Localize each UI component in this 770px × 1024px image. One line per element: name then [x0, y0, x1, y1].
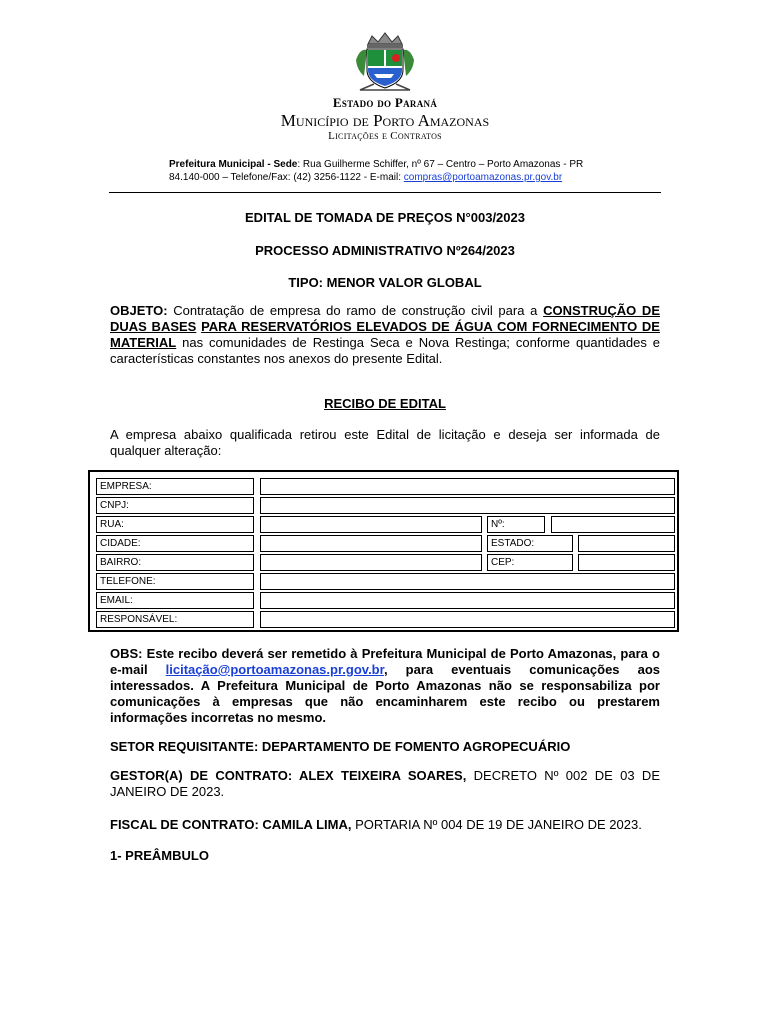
email-input[interactable] [260, 592, 675, 609]
address-line-1-text: : Rua Guilherme Schiffer, nº 67 – Centro – Porto Amazonas - PR [297, 159, 584, 170]
header-divider [109, 192, 661, 193]
preambulo-heading: 1- PREÂMBULO [110, 848, 209, 863]
cnpj-label: CNPJ: [96, 497, 254, 514]
obs-paragraph [110, 646, 660, 726]
rua-label: RUA: [96, 516, 254, 533]
objeto-paragraph [110, 303, 660, 367]
email-label: EMAIL: [96, 592, 254, 609]
gestor-text: DECRETO Nº 002 DE 03 DE JANEIRO DE 2023. [110, 768, 660, 799]
setor-requisitante: SETOR REQUISITANTE: DEPARTAMENTO DE FOMENTO AGROPECUÁRIO [110, 739, 571, 754]
empresa-input[interactable] [260, 478, 675, 495]
address-line-2-text: 84.140-000 – Telefone/Fax: (42) 3256-1122 - E-mail: [169, 172, 404, 183]
recibo-intro: A empresa abaixo qualificada retirou este Edital de licitação e deseja ser informada de qualquer alteração: [110, 427, 660, 458]
processo-title: PROCESSO ADMINISTRATIVO Nº264/2023 [255, 243, 515, 258]
bairro-input[interactable] [260, 554, 482, 571]
rua-input[interactable] [260, 516, 482, 533]
header-email-link[interactable]: compras@portoamazonas.pr.gov.br [403, 172, 563, 183]
obs-text-2: , para eventuais comunicações aos interessados. A Prefeitura Municipal de Porto Amazonas não se responsabiliza por comunicações à empresas que não encaminharem este recibo ou prestarem informações incorretas no mesmo. [110, 662, 660, 725]
objeto-text-3: nas comunidades de Restinga Seca e Nova Restinga; conforme quantidades e características constantes nos anexos do presente Edital. [110, 335, 660, 366]
objeto-label: OBJETO: [110, 303, 168, 318]
obs-email-link[interactable]: licitação@portoamazonas.pr.gov.br [165, 662, 384, 677]
bairro-label: BAIRRO: [96, 554, 254, 571]
gestor-paragraph [110, 768, 660, 800]
objeto-highlight-2: PARA RESERVATÓRIOS ELEVADOS DE ÁGUA COM FORNECIMENTO DE MATERIAL [110, 319, 660, 350]
gestor-label: GESTOR(A) DE CONTRATO: ALEX TEIXEIRA SOARES, [110, 768, 467, 783]
numero-input[interactable] [551, 516, 675, 533]
telefone-label: TELEFONE: [96, 573, 254, 590]
address-line-1 [169, 158, 583, 172]
responsavel-input[interactable] [260, 611, 675, 628]
cep-label: CEP: [487, 554, 573, 571]
receipt-form [88, 470, 679, 632]
estado-label: ESTADO: [487, 535, 573, 552]
responsavel-label: RESPONSÁVEL: [96, 611, 254, 628]
numero-label: Nº: [487, 516, 545, 533]
cep-input[interactable] [578, 554, 675, 571]
cnpj-input[interactable] [260, 497, 675, 514]
fiscal-paragraph [110, 817, 660, 833]
recibo-title: RECIBO DE EDITAL [324, 396, 446, 411]
state-name: Estado do Paraná [332, 95, 438, 110]
telefone-input[interactable] [260, 573, 675, 590]
objeto-text-1: Contratação de empresa do ramo de construção civil para a [167, 303, 544, 318]
cidade-label: CIDADE: [96, 535, 254, 552]
estado-input[interactable] [578, 535, 675, 552]
municipal-coat-of-arms-icon [354, 30, 416, 94]
municipality-name: Município de Porto Amazonas [280, 111, 490, 130]
edital-title: EDITAL DE TOMADA DE PREÇOS N°003/2023 [245, 210, 525, 225]
fiscal-label: FISCAL DE CONTRATO: CAMILA LIMA, [110, 817, 352, 832]
address-line-2 [169, 171, 562, 185]
department-name: Licitações e Contratos [328, 130, 442, 142]
tipo-title: TIPO: MENOR VALOR GLOBAL [288, 275, 482, 290]
fiscal-text: PORTARIA Nº 004 DE 19 DE JANEIRO DE 2023. [351, 817, 642, 832]
objeto-highlight-1: CONSTRUÇÃO DE DUAS BASES [110, 303, 660, 334]
empresa-label: EMPRESA: [96, 478, 254, 495]
obs-text-1: OBS: Este recibo deverá ser remetido à Prefeitura Municipal de Porto Amazonas, para o e-mail [110, 646, 660, 677]
address-label: Prefeitura Municipal - Sede [169, 159, 298, 170]
cidade-input[interactable] [260, 535, 482, 552]
